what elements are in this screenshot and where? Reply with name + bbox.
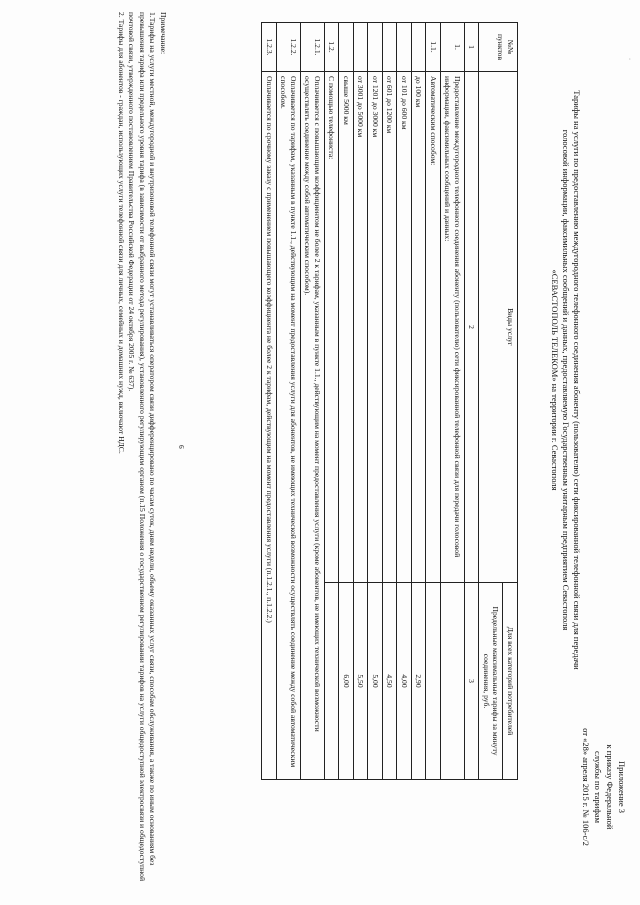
appendix-line-4: от «28» апреля 2015 г. № 106-с/2 bbox=[581, 728, 591, 846]
table-row bbox=[354, 23, 369, 780]
row-value bbox=[426, 583, 441, 780]
table-row bbox=[383, 23, 398, 780]
table-row bbox=[426, 23, 441, 780]
header-category: Для всех категорий потребителей bbox=[503, 583, 518, 780]
row-num bbox=[354, 23, 369, 72]
row-num bbox=[412, 23, 427, 72]
title-line-1: Тарифы на услуги по предоставлению междугородного телефонного соединения абоненту (пользователю) сети фиксированной телефонной связи для передачи bbox=[572, 90, 582, 670]
notes-heading: Примечание: bbox=[159, 12, 168, 55]
row-value: 2,90 bbox=[412, 583, 427, 780]
row-value: 5,00 bbox=[368, 583, 383, 780]
row-num: 1. bbox=[441, 23, 465, 72]
colnum-3: 3 bbox=[465, 583, 480, 780]
row-num bbox=[339, 23, 354, 72]
row-num: 1.1. bbox=[426, 23, 441, 72]
row-text: Оплачивается с повышающим коэффициентом не более 2 к тарифам, указанным в пункте 1.1., действующим на момент предоставления услуги (кроме абонентов, не имеющих технической возможности осуществлять соединение между собой автоматическим способом). bbox=[301, 72, 325, 780]
appendix-line-3: службы по тарифам bbox=[593, 750, 603, 824]
table-row bbox=[277, 23, 301, 780]
table-row bbox=[325, 23, 340, 780]
title-line-2: голосовой информации, факсимильных сообщений и данных, предоставляемую Государственным унитарным предприятием Севастополя bbox=[561, 129, 571, 631]
table-row bbox=[412, 23, 427, 780]
column-number-row bbox=[465, 23, 480, 780]
table-row bbox=[301, 23, 325, 780]
title-line-3: «СЕВАСТОПОЛЬ ТЕЛЕКОМ» на территории г. Севастополя bbox=[550, 269, 560, 491]
row-text: С помощью телефониста: bbox=[325, 72, 340, 583]
scan-mark: · bbox=[626, 58, 632, 60]
row-text: Оплачивается по срочному заказу с применением повышающего коэффициента не более 2 к тарифам, действующим на момент предоставления услуги (п.1.2.1., п.1.2.2.) bbox=[262, 72, 277, 780]
row-text: до 100 км bbox=[412, 72, 427, 583]
row-text: Предоставление междугородного телефонного соединения абоненту (пользователю) сети фиксированной телефонной связи для передачи голосовой информации, факсимильных сообщений и данных: bbox=[441, 72, 465, 583]
document-title bbox=[549, 60, 582, 700]
colnum-2: 2 bbox=[465, 72, 480, 583]
tariff-table bbox=[262, 22, 519, 780]
page-number: 6 bbox=[177, 445, 186, 449]
row-value: 6,00 bbox=[339, 583, 354, 780]
row-num: 1.2.1. bbox=[301, 23, 325, 72]
header-num: №№ пунктов bbox=[479, 23, 518, 72]
row-text: от 101 до 600 км bbox=[397, 72, 412, 583]
note-2: 2. Тарифы для абонентов - граждан, использующих услуги телефонной связи для личных, семейных и домашних нужд, включают НДС. bbox=[117, 12, 126, 454]
table-row bbox=[339, 23, 354, 780]
row-value: 5,50 bbox=[354, 583, 369, 780]
row-text: свыше 5000 км bbox=[339, 72, 354, 583]
row-value: 4,50 bbox=[383, 583, 398, 780]
row-num bbox=[383, 23, 398, 72]
row-text: от 3001 до 5000 км bbox=[354, 72, 369, 583]
table-row bbox=[441, 23, 465, 780]
table-row bbox=[368, 23, 383, 780]
row-value bbox=[325, 583, 340, 780]
table-header-row bbox=[503, 23, 518, 780]
note-1: 1.Тарифы на услуги местной, междугородной и внутризоновой телефонной связи могут устанавливаться оператором связи дифференцировано по часам суток, дням недели, объему оказанных услуг связи, способам обслуживания, а также по иным основаниям без превышения тарифа или предельного уровня тарифа (в зависимости от выбранного метода регулирования), установленного регулирующим органом (п.15 Положения о государственном регулировании тарифов на услуги общедоступной электросвязи и общедоступной почтовой связи, утвержденного постановлением Правительства Российской Федерации от 24 октября 2005 г. № 637). bbox=[127, 12, 158, 882]
appendix-line-1: Приложение 3 bbox=[617, 761, 627, 813]
header-tariff: Предельные максимальные тарифы за минуту соединения, руб. bbox=[479, 583, 503, 780]
row-text: Автоматическим способом: bbox=[426, 72, 441, 583]
row-num: 1.2.2. bbox=[277, 23, 301, 72]
row-text: Оплачивается по тарифам, указанным в пункте 1.1., действующим на момент предоставления услуги для абонентов, не имеющих технической возможности осуществлять соединение между собой автоматическим способом. bbox=[277, 72, 301, 780]
table-row bbox=[397, 23, 412, 780]
row-text: от 601 до 1200 км bbox=[383, 72, 398, 583]
table-row bbox=[262, 23, 277, 780]
row-num: 1.2. bbox=[325, 23, 340, 72]
notes-section bbox=[116, 12, 169, 882]
row-value: 4,00 bbox=[397, 583, 412, 780]
colnum-1: 1 bbox=[465, 23, 480, 72]
row-value bbox=[441, 583, 465, 780]
row-num bbox=[368, 23, 383, 72]
appendix-header bbox=[580, 677, 628, 897]
header-services: Виды услуг bbox=[479, 72, 518, 583]
row-num: 1.2.3. bbox=[262, 23, 277, 72]
appendix-line-2: к приказу Федеральной bbox=[605, 744, 615, 830]
row-text: от 1201 до 3000 км bbox=[368, 72, 383, 583]
row-num bbox=[397, 23, 412, 72]
